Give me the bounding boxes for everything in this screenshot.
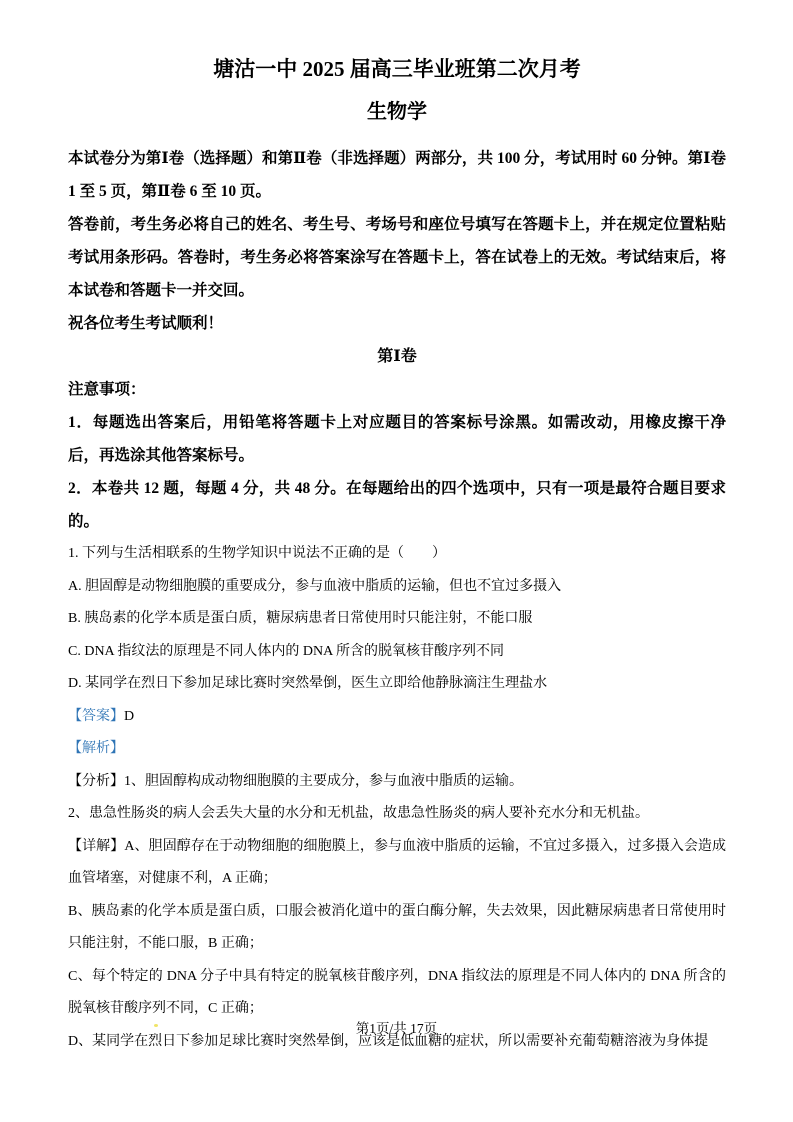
analysis-paragraph-2: 2、患急性肠炎的病人会丢失大量的水分和无机盐，故患急性肠炎的病人要补充水分和无机盐。 [68,806,649,821]
detail-paragraph-b: B、胰岛素的化学本质是蛋白质，口服会被消化道中的蛋白酶分解，失去效果，因此糖尿病患者日常使用时只能注射，不能口服，B 正确； [68,903,726,951]
note-2: 2．本卷共 12 题，每题 4 分，共 48 分。在每题给出的四个选项中，只有一项是最符合题目要求的。 [68,480,726,530]
detail-paragraph-d: D、某同学在烈日下参加足球比赛时突然晕倒，应该是低血糖的症状，所以需要补充葡萄糖溶液为身体提 [68,1033,709,1049]
question-1-stem: 1. 下列与生活相联系的生物学知识中说法不正确的是（ ） [68,546,446,561]
explanation-label: 【解析】 [68,741,124,756]
detail-paragraph-c: C、每个特定的 DNA 分子中具有特定的脱氧核苷酸序列，DNA 指纹法的原理是不同人体内的 DNA 所含的脱氧核苷酸序列不同，C 正确； [68,968,726,1016]
question-1 [68,538,726,1058]
detail-paragraph-a: 【详解】A、胆固醇存在于动物细胞的细胞膜上，参与血液中脂质的运输，不宜过多摄入，过多摄入会造成血管堵塞，对健康不利，A 正确； [68,838,726,886]
question-1-option-c: C. DNA 指纹法的原理是不同人体内的 DNA 所含的脱氧核苷酸序列不同 [68,643,504,659]
intro-paragraph-1: 本试卷分为第Ⅰ卷（选择题）和第Ⅱ卷（非选择题）两部分，共 100 分，考试用时 60 分钟。第Ⅰ卷 1 至 5 页，第Ⅱ卷 6 至 10 页。 [68,150,726,200]
question-1-option-d: D. 某同学在烈日下参加足球比赛时突然晕倒，医生立即给他静脉滴注生理盐水 [68,676,548,691]
answer-label: 【答案】 [68,708,124,724]
analysis-paragraph-1: 【分析】1、胆固醇构成动物细胞膜的主要成分，参与血液中脂质的运输。 [68,773,523,789]
note-1: 1．每题选出答案后，用铅笔将答题卡上对应题目的答案标号涂黑。如需改动，用橡皮擦干净后，再选涂其他答案标号。 [68,414,726,464]
answer-value: D [124,708,135,724]
page-footer: 第1页/共 17页 [355,1021,438,1036]
section-1-heading: 第Ⅰ卷 [377,348,417,365]
document-title: 塘沽一中 2025 届高三毕业班第二次月考 [213,57,581,81]
notes-title: 注意事项： [68,381,146,398]
document-subtitle: 生物学 [367,101,427,123]
intro-block [68,142,726,340]
question-1-option-b: B. 胰岛素的化学本质是蛋白质，糖尿病患者日常使用时只能注射，不能口服 [68,611,533,626]
intro-paragraph-2: 答卷前，考生务必将自己的姓名、考生号、考场号和座位号填写在答题卡上，并在规定位置粘贴考试用条形码。答卷时，考生务必将答案涂写在答题卡上，答在试卷上的无效。考试结束后，将本试卷和答题卡一并交回。 [68,216,726,299]
notes-block [68,373,726,538]
question-1-option-a: A. 胆固醇是动物细胞膜的重要成分，参与血液中脂质的运输，但也不宜过多摄入 [68,578,562,594]
intro-paragraph-3: 祝各位考生考试顺利！ [68,315,224,332]
explanation-label-line [68,733,726,766]
answer-line [68,701,726,734]
